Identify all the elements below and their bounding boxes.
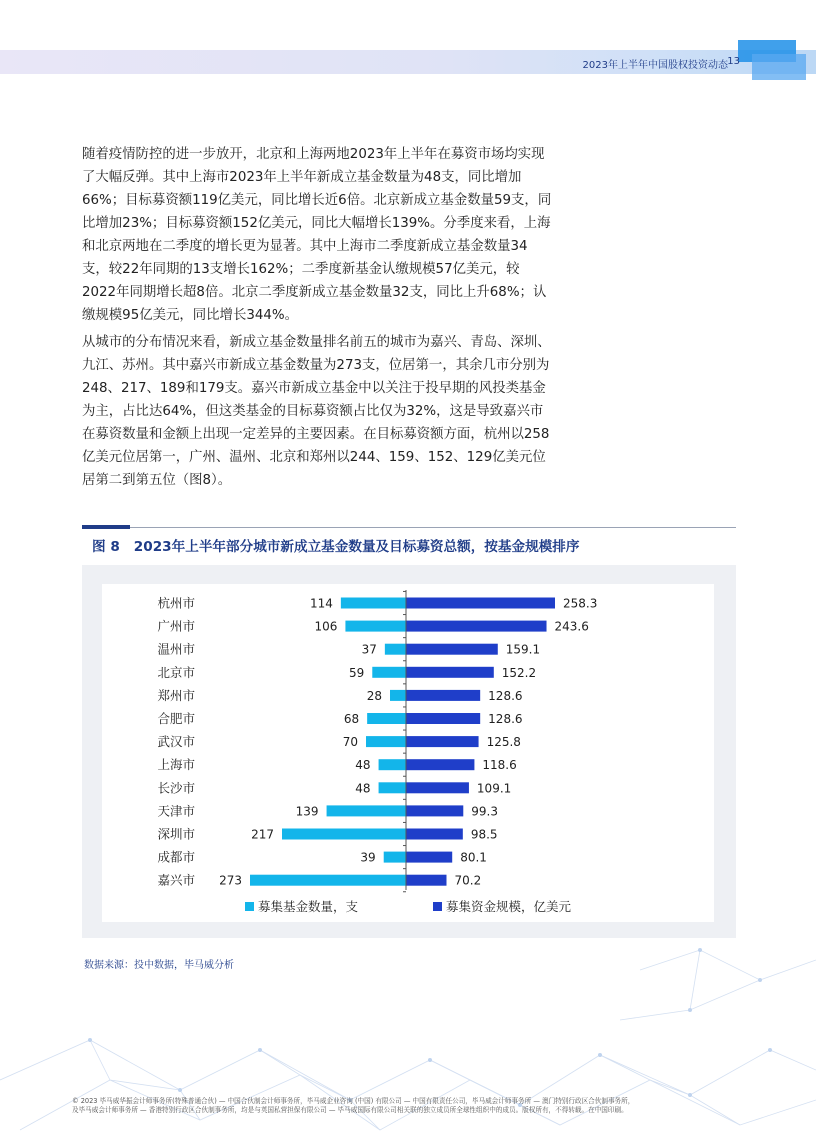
bar-fund-size [406,805,463,816]
bar-fund-count [250,875,406,886]
bar-fund-size [406,667,494,678]
legend-label-fund-size: 募集资金规模，亿美元 [446,899,572,914]
bar-fund-count [372,667,406,678]
bar-fund-count [385,644,406,655]
data-label-fund-size: 159.1 [505,642,541,657]
bar-fund-size [406,852,452,863]
category-label: 长沙市 [157,780,195,796]
data-label-fund-size: 80.1 [460,850,487,865]
data-label-fund-size: 99.3 [471,804,498,819]
data-label-fund-size: 243.6 [554,619,589,634]
data-label-fund-size: 152.2 [501,665,537,680]
data-label-fund-count: 68 [343,712,360,726]
data-label-fund-count: 48 [355,781,371,796]
figure-divider [82,527,736,528]
page-number: 13 [727,56,740,67]
data-label-fund-count: 139 [295,804,319,819]
figure-source: 数据来源：投中数据，毕马威分析 [84,960,234,971]
data-label-fund-count: 217 [251,827,274,842]
bar-fund-count [379,759,406,770]
bar-fund-size [406,644,498,655]
legend-swatch-fund-count [245,902,254,911]
category-label: 杭州市 [157,595,195,611]
bar-fund-size [406,875,446,886]
bar-fund-count [345,621,406,632]
legend-swatch-fund-size [433,902,442,911]
data-label-fund-count: 37 [361,642,377,657]
bar-fund-size [406,713,480,724]
bar-fund-size [406,690,480,701]
data-label-fund-count: 59 [349,665,365,680]
bar-fund-count [384,852,406,863]
data-label-fund-size: 128.6 [488,688,523,703]
data-label-fund-size: 128.6 [488,712,523,726]
bar-fund-size [406,621,547,632]
bar-fund-size [406,829,463,840]
figure-divider-accent [82,525,130,529]
data-label-fund-size: 98.5 [470,827,498,842]
category-label: 上海市 [157,757,195,773]
bar-fund-size [406,598,555,609]
footer-copyright [72,1097,762,1115]
legend-label-fund-count: 募集基金数量，支 [258,899,359,914]
data-label-fund-count: 114 [309,596,333,611]
data-label-fund-count: 39 [360,850,376,865]
diverging-bar-chart [102,584,714,922]
category-label: 合肥市 [157,711,195,726]
bar-fund-count [327,805,406,816]
data-label-fund-size: 70.2 [454,873,482,888]
data-label-fund-count: 48 [355,758,371,773]
bar-fund-count [282,829,406,840]
data-label-fund-size: 109.1 [476,781,512,796]
category-label: 郑州市 [157,687,195,703]
data-label-fund-size: 125.8 [486,735,521,750]
bar-fund-count [379,782,406,793]
category-label: 武汉市 [157,734,195,750]
figure-number: 图 8 [92,539,120,555]
bar-fund-count [366,736,406,747]
data-label-fund-count: 106 [314,619,338,634]
category-label: 北京市 [157,664,195,680]
data-label-fund-count: 70 [342,735,358,750]
category-label: 广州市 [157,618,195,634]
category-label: 成都市 [157,849,195,865]
footer-line-2: 及毕马威会计师事务所 — 香港特别行政区合伙制事务所，均是与英国私营担保有限公司 — 毕马威国际有限公司相关联的独立成员所全球性组织中的成员。版权所有，不得转载。在中国印刷。 [72,1106,628,1114]
header-accent-block-2 [752,54,806,80]
bar-fund-count [367,713,406,724]
category-label: 天津市 [157,803,195,819]
body-paragraph-2: 从城市的分布情况来看，新成立基金数量排名前五的城市为嘉兴、青岛、深圳、九江、苏州。其中嘉兴市新成立基金数量为273支，位居第一，其余几市分别为248、217、189和179支。嘉兴市新成立基金中以关注于投早期的风投类基金为主，占比达64%，但这类基金的目标募资额占比仅为32%，这是导致嘉兴市在募资数量和金额上出现一定差异的主要因素。在目标募资额方面，杭州以258亿美元位居第一，广州、温州、北京和郑州以244、159、152、129亿美元位居第二到第五位（图8）。 [82,335,551,488]
data-label-fund-size: 118.6 [482,758,517,773]
footer-line-1: © 2023 毕马威华振会计师事务所(特殊普通合伙) — 中国合伙制会计师事务所，毕马威企业咨询 (中国) 有限公司 — 中国有限责任公司，毕马威会计师事务所 — 澳门特别行政区合伙制事务所， [72,1097,635,1105]
data-label-fund-count: 28 [366,688,382,703]
bar-fund-size [406,782,469,793]
category-label: 温州市 [157,641,195,657]
bar-fund-size [406,736,479,747]
data-label-fund-size: 258.3 [563,596,598,611]
header-title: 2023年上半年中国股权投资动态 [582,60,728,71]
bar-fund-count [341,598,406,609]
category-label: 深圳市 [157,826,195,842]
data-label-fund-count: 273 [219,873,242,888]
category-label: 嘉兴市 [157,872,195,888]
figure-title-text: 2023年上半年部分城市新成立基金数量及目标募资总额，按基金规模排序 [133,539,580,555]
body-paragraph-1: 随着疫情防控的进一步放开，北京和上海两地2023年上半年在募资市场均实现了大幅反弹。其中上海市2023年上半年新成立基金数量为48支，同比增加66%；目标募资额119亿美元，同比增长近6倍。北京新成立基金数量59支，同比增加23%；目标募资额152亿美元，同比大幅增长139%。分季度来看，上海和北京两地在二季度的增长更为显著。其中上海市二季度新成立基金数量34支，较22年同期的13支增长162%；二季度新基金认缴规模57亿美元，较2022年同期增长超8倍。北京二季度新成立基金数量32支，同比上升68%；认缴规模95亿美元，同比增长344%。 [82,147,552,323]
bar-fund-count [390,690,406,701]
figure-title [92,535,579,555]
bar-fund-size [406,759,474,770]
